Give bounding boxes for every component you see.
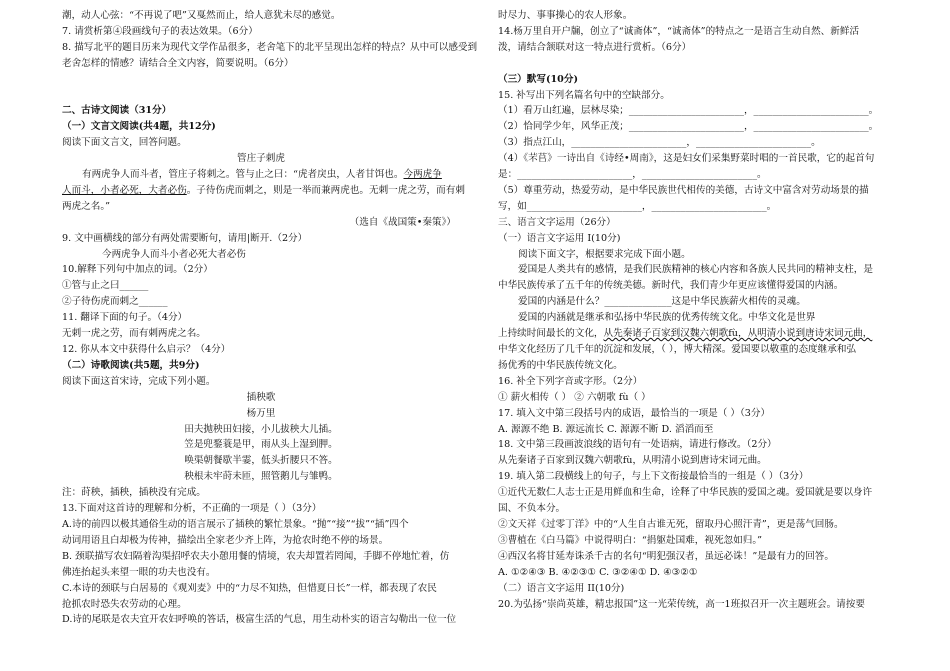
option-b-cont: 佛连抬起头来望一眼的功夫也没有。 bbox=[62, 566, 216, 578]
question-17: 17. 填入文中第三段括号内的成语，最恰当的一项是（ ）（3分） bbox=[498, 407, 771, 419]
question-12: 12. 你从本文中获得什么启示？（4分） bbox=[62, 344, 231, 355]
passage-line: 爱国的内涵是什么？______________这是中华民族薪火相传的灵魂。 bbox=[518, 296, 806, 308]
poem-line: 唤渠朝餐歇半霎，低头折腰只不答。 bbox=[184, 455, 338, 467]
underlined-phrase: 今两虎争 bbox=[403, 169, 442, 181]
instruction: 阅读下面文字，根据要求完成下面小题。 bbox=[518, 248, 691, 260]
section-heading: 三、语言文字运用（26分） bbox=[498, 216, 616, 228]
fill-blank-line: （1）看万山红遍，层林尽染；________________________，________________________。 bbox=[498, 105, 879, 117]
question-11-sentence: 无刺一虎之劳，而有刺两虎之名。 bbox=[62, 328, 206, 340]
question-10-item: ②子待伤虎而刺之______ bbox=[62, 296, 168, 308]
passage-line: 人而斗，小者必死，大者必伤。子待伤虎而刺之，则是一举而兼两虎也。无刺一虎之劳，而有刺 bbox=[62, 184, 465, 196]
passage-line: 爱国的内涵就是继承和弘扬中华民族的优秀传统文化。中华文化是世界 bbox=[518, 312, 816, 324]
question-14: 14.杨万里自开户牖，创立了“诚斋体”，“诚斋体”的特点之一是语言生动自然、新鲜活 bbox=[498, 25, 860, 37]
wavy-underlined-phrase: 从先秦诸子百家到汉魏六朝歌fù，从明清小说到唐诗宋词元曲， bbox=[603, 328, 873, 340]
question-8: 8. 描写北平的题目历来为现代文学作品很多，老舍笔下的北平呈现出怎样的特点？从中可以感受到 bbox=[62, 41, 478, 53]
fill-blank-line: （2）恰同学少年，风华正茂；________________________，________________________。 bbox=[498, 121, 879, 133]
passage-line: 爱国是人类共有的感情，是我们民族精神的核心内容和各族人民共同的精神支柱，是 bbox=[518, 264, 873, 276]
question-7: 7. 请赏析第④段画线句子的表达效果。（6分） bbox=[62, 25, 258, 37]
question-19-item: ④西汉名将甘延寿诛杀千古的名句“明犯强汉者，虽远必诛！”是最有力的回答。 bbox=[498, 550, 834, 562]
poem-line: 秧根未牢莳未匝，照管鹅儿与雏鸭。 bbox=[184, 471, 338, 483]
question-18: 18. 文中第三段画波浪线的语句有一处语病，请进行修改。（2分） bbox=[498, 439, 777, 451]
underlined-phrase: 人而斗，小者必死，大者必伤 bbox=[62, 184, 187, 196]
passage-line: 上持续时间最长的文化，从先秦诸子百家到汉魏六朝歌fù，从明清小说到唐诗宋词元曲， bbox=[498, 328, 873, 340]
question-19-options: A. ①②④③ B. ④②③① C. ③②④① D. ④③②① bbox=[498, 566, 698, 578]
question-16-items: ① 薪火相传（ ） ② 六朝歌 fù（ ） bbox=[498, 391, 651, 403]
question-9: 9. 文中画横线的部分有两处需要断句，请用|断开.（2分） bbox=[62, 232, 308, 244]
instruction: 阅读下面文言文，回答问题。 bbox=[62, 137, 187, 149]
passage-title: 管庄子刺虎 bbox=[237, 153, 285, 165]
poem-note: 注：莳秧，插秧，插秧没有完成。 bbox=[62, 487, 206, 499]
poem-title: 插秧歌 bbox=[246, 391, 276, 403]
fill-blank-line: （5）尊重劳动，热爱劳动，是中华民族世代相传的美德，古诗文中富含对劳动场景的描 bbox=[498, 184, 869, 196]
question-15: 15. 补写出下列名篇名句中的空缺部分。 bbox=[498, 89, 670, 101]
question-18-sentence: 从先秦诸子百家到汉魏六朝歌fù，从明清小说到唐诗宋词元曲。 bbox=[498, 455, 767, 467]
option-b: B. 颈联描写农妇隔着沟渠招呼农夫小憩用餐的情境，农夫却置若罔闻，手脚不停地忙着，仿 bbox=[62, 550, 450, 562]
passage-line: 有两虎争人而斗者，管庄子将刺之。管与止之曰：“虎者戾虫，人者甘饵也。今两虎争 bbox=[82, 169, 442, 181]
question-13: 13.下面对这首诗的理解和分析，不正确的一项是（ ）（3分） bbox=[62, 503, 322, 515]
question-19-item: 国、不负本分。 bbox=[498, 503, 566, 515]
poem-author: 杨万里 bbox=[246, 407, 276, 419]
text-line: 泼，请结合颔联对这一特点进行赏析。（6分） bbox=[498, 41, 692, 53]
subsection-heading: （二）语言文字运用 II(10分) bbox=[498, 582, 625, 594]
right-column bbox=[498, 8, 898, 612]
text-line: 时尽力、事事操心的农人形象。 bbox=[498, 10, 633, 21]
question-17-options: A. 源源不绝 B. 源远流长 C. 源源不断 D. 滔滔而至 bbox=[498, 423, 714, 435]
fill-blank-line: （4）《芣苢》一诗出自《诗经•周南》，这是妇女们采集野菜时唱的一首民歌，它的起首句 bbox=[498, 153, 875, 165]
poem-line: 田夫抛秧田妇接，小儿拔秧大儿插。 bbox=[184, 423, 338, 435]
question-11: 11. 翻译下面的句子。（4分） bbox=[62, 312, 188, 324]
option-d: D.诗的尾联是农夫宜开农妇呼唤的答话，极富生活的气息，用生动朴实的语言勾勒出一位一位 bbox=[62, 614, 457, 626]
subsection-heading: （一）语言文字运用 I(10分) bbox=[498, 232, 621, 244]
instruction: 阅读下面这首宋诗，完成下列小题。 bbox=[62, 375, 216, 387]
subsection-heading: （二）诗歌阅读(共5题，共9分) bbox=[62, 359, 200, 371]
question-20: 20.为弘扬“崇尚英雄，精忠报国”这一光荣传统，高一1班拟召开一次主题班会。请按要 bbox=[498, 598, 865, 610]
option-a-cont: 动词用语且白却极为传神，描绘出全家老少齐上阵，为抢农时绝不停的场景。 bbox=[62, 534, 389, 546]
passage-line: 中华民族传承了五千年的传统美德。新时代，我们青少年更应该懂得爱国的内涵。 bbox=[498, 280, 844, 292]
poem-line: 笠是兜鍪蓑是甲，雨从头上湿到胛。 bbox=[184, 439, 338, 451]
question-16: 16. 补全下列字音或字形。（2分） bbox=[498, 375, 643, 387]
passage-line: 扬优秀的中华民族传统文化。 bbox=[498, 359, 623, 371]
passage-source: （选自《战国策•秦策》） bbox=[349, 216, 456, 228]
fill-blank-line: （3）指点江山，________________________，________________________。 bbox=[498, 137, 821, 149]
question-10: 10.解释下列句中加点的词。（2分） bbox=[62, 264, 213, 276]
option-a: A.诗的前四以极其通俗生动的语言展示了插秧的繁忙景象。“抛”“接”“拔”“插”四个 bbox=[62, 518, 409, 530]
section-heading: （三）默写(10分) bbox=[498, 73, 578, 85]
question-19-item: ③曹植在《白马篇》中说得明白：“捐躯赴国难，视死忽如归。” bbox=[498, 534, 763, 546]
fill-blank-line: 写，如________________________，________________________。 bbox=[498, 200, 777, 212]
passage-line: 中华文化经历了几千年的沉淀和发展，（ ），博大精深。爱国要以敬重的态度继承和弘 bbox=[498, 344, 857, 356]
text-line: 老舍怎样的情感？请结合全文内容，简要说明。（6分） bbox=[62, 57, 294, 69]
left-column bbox=[62, 8, 478, 628]
section-heading: 二、古诗文阅读（31分） bbox=[62, 105, 172, 117]
question-19-item: ②文天祥《过零丁洋》中的“人生自古谁无死，留取丹心照汗青”，更是荡气回肠。 bbox=[498, 518, 844, 530]
option-c-cont: 抢抓农时恐失农劳动的心理。 bbox=[62, 598, 187, 610]
subsection-heading: （一）文言文阅读(共4题，共12分) bbox=[62, 121, 216, 133]
question-19-item: ①近代无数仁人志士正是用鲜血和生命，诠释了中华民族的爱国之魂。爱国就是要以身许 bbox=[498, 487, 873, 499]
passage-line: 两虎之名。” bbox=[62, 200, 111, 212]
question-10-item: ①管与止之曰______ bbox=[62, 280, 149, 292]
question-9-sentence: 今两虎争人而斗小者必死大者必伤 bbox=[102, 248, 246, 260]
text-line: 潮，动人心弦：“不再说了吧”又戛然而止，给人意犹未尽的感觉。 bbox=[62, 10, 341, 21]
fill-blank-line: 是：________________________，________________________。 bbox=[498, 169, 767, 181]
option-c: C.本诗的颈联与白居易的《观刈麦》中的“力尽不知热，但惜夏日长”一样，都表现了农民 bbox=[62, 582, 437, 594]
question-19: 19. 填入第二段横线上的句子，与上下文衔接最恰当的一组是（ ）（3分） bbox=[498, 471, 809, 483]
